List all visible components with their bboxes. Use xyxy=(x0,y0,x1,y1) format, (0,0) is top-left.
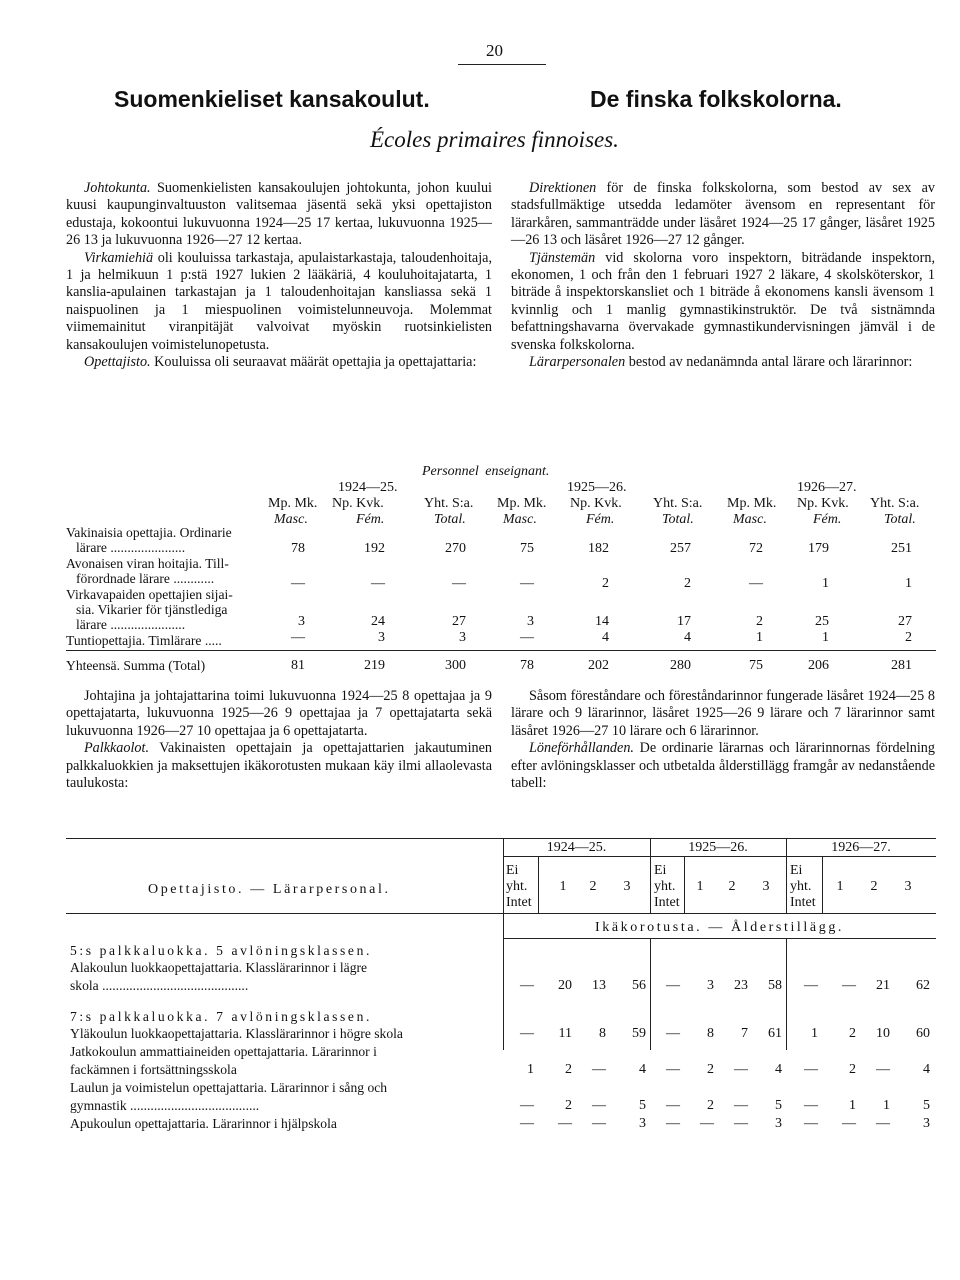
col-header-ei: Intet xyxy=(654,895,680,910)
paragraph-johtajina: Johtajina ja johtajattarina toimi lukuvuonna 1924—25 8 opettajaa ja 9 opettajatarta, lukuvuonna 1925—26 9 opettajaa ja 7 opettajatarta sekä lukuvuonna 1926—27 10 opettajaa ja 6 opettajatarta. xyxy=(66,688,492,739)
col-header-fr: Total. xyxy=(662,512,694,527)
table-cell: 1 xyxy=(756,630,763,645)
table-cell: 2 xyxy=(565,1098,572,1113)
table-cell: — xyxy=(291,630,305,645)
finnish-text-column xyxy=(66,180,492,371)
table-header-label: Opettajisto. — Lärarpersonal. xyxy=(148,882,391,897)
table-cell: 179 xyxy=(808,541,829,556)
table-cell: 61 xyxy=(768,1026,782,1041)
table-cell: — xyxy=(734,1116,748,1131)
table-rule xyxy=(822,856,823,913)
col-header-fr: Masc. xyxy=(274,512,308,527)
table-rule xyxy=(538,856,539,913)
title-part: Personnel xyxy=(422,464,479,479)
table-cell: — xyxy=(520,1098,534,1113)
table-cell: — xyxy=(520,1116,534,1131)
swedish-text-column-2 xyxy=(511,688,935,792)
col-header-num: 1 xyxy=(696,879,704,894)
year-header: 1925—26. xyxy=(688,840,748,855)
lead-word: Johtokunta. xyxy=(84,180,151,196)
table-cell: 5 xyxy=(639,1098,646,1113)
table-rule xyxy=(66,913,936,914)
table-cell: 25 xyxy=(815,614,829,629)
paragraph-opettajisto xyxy=(66,354,492,371)
paragraph-loneforhallanden xyxy=(511,740,935,792)
total-cell: 219 xyxy=(364,658,385,673)
table-cell: 3 xyxy=(639,1116,646,1131)
col-header: Mp. Mk. xyxy=(497,496,547,511)
lead-word: Löneförhållanden. xyxy=(529,740,634,757)
total-cell: 81 xyxy=(291,658,305,673)
table-cell: 1 xyxy=(811,1026,818,1041)
table-cell: 1 xyxy=(905,576,912,591)
page-number: 20 xyxy=(486,41,503,60)
table-cell: 27 xyxy=(898,614,912,629)
table-cell: 21 xyxy=(876,978,890,993)
personnel-table-title xyxy=(422,464,549,480)
table-cell: 60 xyxy=(916,1026,930,1041)
table-cell: — xyxy=(520,576,534,591)
table-cell: 270 xyxy=(445,541,466,556)
table-cell: 2 xyxy=(707,1062,714,1077)
table-cell: 251 xyxy=(891,541,912,556)
table-subheader: Ikäkorotusta. — Ålderstillägg. xyxy=(594,920,845,935)
row-label: Laulun ja voimistelun opettajattaria. Lärarinnor i sång och xyxy=(70,1080,388,1095)
salary-table xyxy=(66,838,936,1131)
year-header: 1924—25. xyxy=(546,840,607,855)
row-label: Alakoulun luokkaopettajattaria. Klasslärarinnor i lägre xyxy=(70,960,368,975)
table-cell: 1 xyxy=(883,1098,890,1113)
table-cell: — xyxy=(734,1098,748,1113)
table-rule xyxy=(684,856,685,913)
table-cell: 4 xyxy=(775,1062,782,1077)
table-cell: — xyxy=(804,978,818,993)
table-cell: 4 xyxy=(639,1062,646,1077)
page-number-rule xyxy=(458,64,546,65)
row-label xyxy=(66,525,233,648)
table-cell: 8 xyxy=(599,1026,606,1041)
table-cell: 3 xyxy=(707,978,714,993)
total-cell: 202 xyxy=(588,658,609,673)
row-label: gymnastik ...................................... xyxy=(70,1098,260,1113)
col-header-num: 2 xyxy=(870,879,878,894)
table-cell: — xyxy=(666,1026,680,1041)
row-label: fackämnen i fortsättningsskola xyxy=(70,1062,237,1077)
table-cell: 10 xyxy=(876,1026,890,1041)
swedish-text-column xyxy=(511,180,935,371)
title-french: Écoles primaires finnoises. xyxy=(370,127,619,152)
table-cell: 14 xyxy=(595,614,609,629)
table-cell: — xyxy=(666,978,680,993)
table-cell: 182 xyxy=(588,541,609,556)
table-cell: 5 xyxy=(923,1098,930,1113)
paragraph-lararpersonalen xyxy=(511,354,935,371)
table-cell: — xyxy=(804,1116,818,1131)
col-header-ei: Intet xyxy=(790,895,816,910)
table-cell: 2 xyxy=(756,614,763,629)
table-cell: — xyxy=(734,1062,748,1077)
year-header: 1924—25. xyxy=(338,480,398,495)
col-header-fr: Fém. xyxy=(356,512,385,527)
table-cell: — xyxy=(452,576,466,591)
table-cell: 58 xyxy=(768,978,782,993)
table-cell: — xyxy=(666,1116,680,1131)
table-rule xyxy=(503,838,504,1050)
lead-word: Lärarpersonalen xyxy=(529,354,626,371)
col-header-num: 3 xyxy=(904,879,912,894)
col-header: Mp. Mk. xyxy=(727,496,777,511)
col-header: Yht. S:a. xyxy=(424,496,474,511)
table-cell: — xyxy=(842,978,856,993)
col-header-num: 3 xyxy=(623,879,631,894)
col-header: Mp. Mk. xyxy=(268,496,318,511)
table-cell: — xyxy=(592,1116,606,1131)
table-cell: — xyxy=(700,1116,714,1131)
table-cell: 2 xyxy=(602,576,609,591)
table-cell: — xyxy=(842,1116,856,1131)
total-cell: 206 xyxy=(808,658,829,673)
col-header: Np. Kvk. xyxy=(797,496,849,511)
table-cell: — xyxy=(371,576,385,591)
table-cell: — xyxy=(291,576,305,591)
table-cell: 2 xyxy=(905,630,912,645)
table-cell: — xyxy=(749,576,763,591)
table-cell: 20 xyxy=(558,978,572,993)
table-cell: 4 xyxy=(684,630,691,645)
table-cell: — xyxy=(520,630,534,645)
row-label-line: Virkavapaiden opettajien sijai- xyxy=(66,586,233,602)
paragraph-text: Vakinaisten opettajain ja opettajattarien jakautuminen palkkaluokkien ja maksettujen ikäkorotusten mukaan käy ilmi allaolevasta taulukosta: xyxy=(66,740,492,792)
table-cell: 78 xyxy=(291,541,305,556)
table-cell: 11 xyxy=(558,1026,572,1041)
table-rule xyxy=(66,838,936,839)
col-header-fr: Masc. xyxy=(733,512,767,527)
table-cell: — xyxy=(804,1062,818,1077)
col-header-num: 2 xyxy=(589,879,597,894)
table-cell: 72 xyxy=(749,541,763,556)
group-heading: 7:s palkkaluokka. 7 avlöningsklassen. xyxy=(70,1009,372,1024)
table-cell: 5 xyxy=(775,1098,782,1113)
col-header-fr: Fém. xyxy=(813,512,842,527)
table-cell: 257 xyxy=(670,541,691,556)
year-header: 1925—26. xyxy=(567,480,627,495)
table-cell: 4 xyxy=(923,1062,930,1077)
lead-word: Tjänstemän xyxy=(529,249,596,266)
col-header-fr: Masc. xyxy=(503,512,537,527)
col-header-num: 1 xyxy=(559,879,567,894)
paragraph-palkkaolot xyxy=(66,740,492,792)
col-header-ei: Ei xyxy=(506,863,519,878)
col-header-num: 1 xyxy=(836,879,844,894)
total-cell: 280 xyxy=(670,658,691,673)
col-header-ei: yht. xyxy=(654,879,676,894)
paragraph-text: vid skolorna voro inspektorn, biträdande inspektorn, ekonomen, 1 och från den 1 februari 1927 2 läkare, 4 skolsköterskor, 1 biträde å inspektorskansliet och 1 biträde å ekonomens kansli ävensom 1 kvinnlig och 1 manlig gymnastikinstruktör. De två sistnämnda befattningshavarna övervakade gymnastikundervisningen jämväl i de svenska folkskolorna. xyxy=(511,249,935,353)
paragraph-text: för de finska folkskolorna, som bestod av sex av stadsfullmäktige utsedda ledamöter ävensom en representant för lärarkåren, sammanträdde under läsåret 1924—25 17 gånger, läsåret 1925—26 13 och läsåret 1926—27 12 gånger. xyxy=(511,180,935,249)
table-cell: 3 xyxy=(459,630,466,645)
table-cell: — xyxy=(520,1026,534,1041)
total-cell: 75 xyxy=(749,658,763,673)
col-header: Yht. S:a. xyxy=(870,496,920,511)
row-label-line: förordnade lärare ............ xyxy=(76,571,215,587)
col-header-fr: Total. xyxy=(434,512,466,527)
title-finnish: Suomenkieliset kansakoulut. xyxy=(114,86,430,112)
paragraph-sasom: Såsom föreståndare och föreståndarinnor fungerade läsåret 1924—25 8 lärare och 9 lärarinnor, läsåret 1925—26 9 lärare och 7 lärarinnor samt läsåret 1926—27 10 lärare och 6 lärarinnor. xyxy=(511,688,935,739)
table-cell: 59 xyxy=(632,1026,646,1041)
table-cell: 1 xyxy=(822,576,829,591)
table-cell: — xyxy=(804,1098,818,1113)
table-cell: 23 xyxy=(734,978,748,993)
row-label-line: Tuntiopettajia. Timlärare ..... xyxy=(66,632,222,648)
lead-word: Virkamiehiä xyxy=(84,249,154,266)
table-cell: 2 xyxy=(849,1026,856,1041)
table-rule xyxy=(786,938,787,1050)
col-header-ei: Ei xyxy=(790,863,803,878)
col-header: Np. Kvk. xyxy=(570,496,622,511)
col-header-ei: yht. xyxy=(506,879,528,894)
total-cell: 300 xyxy=(445,658,466,673)
table-cell: 1 xyxy=(849,1098,856,1113)
table-cell: — xyxy=(592,1098,606,1113)
table-cell: 192 xyxy=(364,541,385,556)
table-cell: 75 xyxy=(520,541,534,556)
title-part: enseignant. xyxy=(485,464,550,479)
table-cell: 3 xyxy=(775,1116,782,1131)
paragraph-text: De ordinarie lärarnas och lärarinnornas fördelning efter avlöningsklasser och utbetalda ålderstillägg framgår av nedanstående tabell: xyxy=(511,740,935,792)
lead-word: Opettajisto. xyxy=(84,354,151,371)
table-cell: — xyxy=(558,1116,572,1131)
col-header: Np. Kvk. xyxy=(332,496,384,511)
lead-word: Direktionen xyxy=(529,180,597,196)
row-label-line: Vakinaisia opettajia. Ordinarie xyxy=(66,525,232,540)
col-header-num: 2 xyxy=(728,879,736,894)
table-cell: — xyxy=(876,1062,890,1077)
paragraph-direktionen xyxy=(511,180,935,250)
row-label-line: lärare ...................... xyxy=(76,617,186,633)
table-rule xyxy=(650,938,651,1050)
table-cell: 3 xyxy=(923,1116,930,1131)
row-label-line: Avonaisen viran hoitajia. Till- xyxy=(66,555,229,571)
table-cell: 2 xyxy=(707,1098,714,1113)
col-header-fr: Total. xyxy=(884,512,916,527)
table-rule xyxy=(503,938,936,939)
table-cell: 3 xyxy=(298,614,305,629)
paragraph-virkamiehia xyxy=(66,250,492,354)
row-label: skola ........................................... xyxy=(70,978,249,993)
table-cell: 56 xyxy=(632,978,646,993)
lead-word: Palkkaolot. xyxy=(84,740,150,757)
table-cell: 1 xyxy=(822,630,829,645)
table-cell: — xyxy=(592,1062,606,1077)
table-cell: — xyxy=(520,978,534,993)
col-header-fr: Fém. xyxy=(586,512,615,527)
row-label-line: sia. Vikarier för tjänstlediga xyxy=(76,602,228,618)
table-cell: 3 xyxy=(527,614,534,629)
row-label: Yläkoulun luokkaopettajattaria. Klasslärarinnor i högre skola xyxy=(70,1026,403,1041)
paragraph-text: Suomenkielisten kansakoulujen johtokunta, johon kuului kuusi kaupunginvaltuuston valitsemaa jäsentä sekä yksi opettajiston edustaja, kokoontui lukuvuonna 1924—25 17 kertaa, lukuvuonna 1925—26 13 ja lukuvuonna 1926—27 12 kertaa. xyxy=(66,180,492,249)
paragraph-text: bestod av nedanämnda antal lärare och lärarinnor: xyxy=(625,354,913,371)
paragraph-text: Kouluissa oli seuraavat määrät opettajia ja opettajattaria: xyxy=(150,354,477,371)
table-cell: 27 xyxy=(452,614,466,629)
table-cell: 13 xyxy=(592,978,606,993)
finnish-text-column-2 xyxy=(66,688,492,792)
year-header: 1926—27. xyxy=(797,480,857,495)
table-cell: 17 xyxy=(677,614,691,629)
row-label: Jatkokoulun ammattiaineiden opettajattaria. Lärarinnor i xyxy=(70,1044,377,1059)
group-heading: 5:s palkkaluokka. 5 avlöningsklassen. xyxy=(70,943,372,958)
table-cell: 4 xyxy=(602,630,609,645)
table-cell: 8 xyxy=(707,1026,714,1041)
col-header-ei: yht. xyxy=(790,879,812,894)
table-rule xyxy=(503,856,936,857)
table-cell: 2 xyxy=(684,576,691,591)
col-header: Yht. S:a. xyxy=(653,496,703,511)
paragraph-johtokunta xyxy=(66,180,492,250)
total-cell: 281 xyxy=(891,658,912,673)
row-label-line: lärare ...................... xyxy=(76,540,186,556)
table-cell: 62 xyxy=(916,978,930,993)
total-rule xyxy=(66,650,936,651)
year-header: 1926—27. xyxy=(831,840,891,855)
total-cell: 78 xyxy=(520,658,534,673)
row-label: Apukoulun opettajattaria. Lärarinnor i hjälpskola xyxy=(70,1116,337,1131)
table-cell: — xyxy=(666,1062,680,1077)
paragraph-text: oli kouluissa tarkastaja, apulaistarkastaja, taloudenhoitaja, 1 ja helmikuun 1 p:stä 1927 lukien 2 lääkäriä, 4 kouluhoitajatarta, 1 kanslia-apulainen tarkastajan ja 1 taloudenhoitajan kansliassa sekä 1 naispuolinen ja 1 miespuolinen voimistelunneuvoja. Molemmat viimemainitut viranpitäjät valvoivat myöskin ruotsinkielisten kansakoulujen voimistelunopetusta. xyxy=(66,249,492,353)
col-header-ei: Intet xyxy=(506,895,532,910)
table-cell: 3 xyxy=(378,630,385,645)
table-cell: 7 xyxy=(741,1026,748,1041)
table-cell: — xyxy=(666,1098,680,1113)
table-cell: 24 xyxy=(371,614,385,629)
table-cell: 2 xyxy=(849,1062,856,1077)
col-header-num: 3 xyxy=(762,879,770,894)
table-cell: — xyxy=(876,1116,890,1131)
table-cell: 1 xyxy=(527,1062,534,1077)
table-cell: 2 xyxy=(565,1062,572,1077)
title-swedish: De finska folkskolorna. xyxy=(590,86,842,112)
total-label: Yhteensä. Summa (Total) xyxy=(66,658,206,673)
paragraph-tjanstemän xyxy=(511,250,935,354)
col-header-ei: Ei xyxy=(654,863,667,878)
